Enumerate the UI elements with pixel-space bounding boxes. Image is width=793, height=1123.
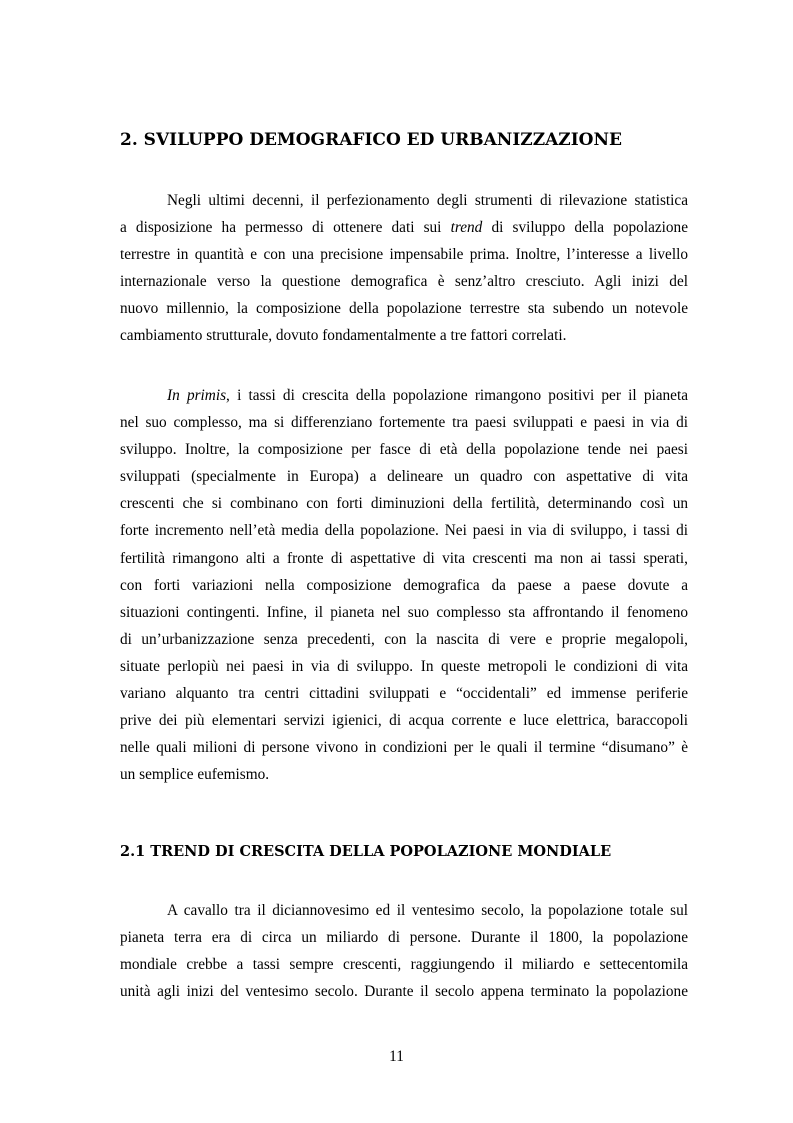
paragraph-line: terrestre in quantità e con una precisione impensabile prima. Inoltre, l’interesse a livello: [120, 246, 688, 264]
paragraph-population-trend: [120, 897, 688, 1005]
paragraph-line: Negli ultimi decenni, il perfezionamento degli strumenti di rilevazione statistica: [167, 192, 688, 209]
paragraph-line: variano alquanto tra centri cittadini sviluppati e “occidentali” ed immense periferie: [120, 685, 688, 703]
paragraph-line: con forti variazioni nella composizione demografica da paese a paese dovute a: [120, 576, 688, 594]
chapter-heading: 2. SVILUPPO DEMOGRAFICO ED URBANIZZAZIONE: [120, 130, 622, 150]
paragraph-line: A cavallo tra il diciannovesimo ed il ventesimo secolo, la popolazione totale sul: [167, 902, 688, 919]
paragraph-intro: [120, 187, 688, 350]
paragraph-line: pianeta terra era di circa un miliardo di persone. Durante il 1800, la popolazione: [120, 929, 688, 947]
paragraph-line: nuovo millennio, la composizione della popolazione terrestre sta subendo un notevole: [120, 300, 688, 318]
paragraph-line: mondiale crebbe a tassi sempre crescenti, raggiungendo il miliardo e settecentomila: [120, 956, 688, 974]
paragraph-line: di un’urbanizzazione senza precedenti, con la nascita di vere e proprie megalopoli,: [120, 630, 688, 648]
paragraph-line: [120, 214, 688, 241]
paragraph-line: cambiamento strutturale, dovuto fondamentalmente a tre fattori correlati.: [120, 327, 567, 345]
paragraph-line: situate perlopiù nei paesi in via di sviluppo. In queste metropoli le condizioni di vita: [120, 657, 688, 675]
text-run: a disposizione ha permesso di ottenere dati sui: [120, 219, 442, 237]
paragraph-line: [120, 382, 688, 409]
paragraph-line: forte incremento nell’età media della popolazione. Nei paesi in via di sviluppo, i tassi di: [120, 522, 688, 540]
text-run: , i tassi di crescita della popolazione rimangono positivi per il pianeta: [226, 387, 688, 404]
text-run: di sviluppo della popolazione: [491, 219, 688, 237]
paragraph-line: nel suo complesso, ma si differenziano fortemente tra paesi sviluppati e paesi in via di: [120, 414, 688, 432]
paragraph-line: crescenti che si combinano con forti diminuzioni della fertilità, determinando così un: [120, 495, 688, 513]
paragraph-line: sviluppati (specialmente in Europa) a delineare un quadro con aspettative di vita: [120, 468, 688, 486]
paragraph-factors: [120, 382, 688, 788]
paragraph-line: sviluppo. Inoltre, la composizione per fasce di età della popolazione tende nei paesi: [120, 441, 688, 459]
paragraph-line: un semplice eufemismo.: [120, 766, 270, 784]
paragraph-line: nelle quali milioni di persone vivono in condizioni per le quali il termine “disumano” è: [120, 739, 688, 757]
italic-term: In primis: [167, 387, 227, 404]
paragraph-line: prive dei più elementari servizi igienici, di acqua corrente e luce elettrica, baraccopoli: [120, 712, 688, 730]
paragraph-line: fertilità rimangono alti a fronte di aspettative di vita crescenti ma non ai tassi sperati,: [120, 549, 688, 567]
page-number: 11: [389, 1048, 404, 1065]
italic-term: trend: [450, 219, 483, 237]
section-heading: 2.1 TREND DI CRESCITA DELLA POPOLAZIONE MONDIALE: [120, 843, 612, 860]
paragraph-line: internazionale verso la questione demografica è senz’altro cresciuto. Agli inizi del: [120, 273, 688, 291]
paragraph-line: unità agli inizi del ventesimo secolo. Durante il secolo appena terminato la popolazione: [120, 983, 688, 1001]
paragraph-line: situazioni contingenti. Infine, il pianeta nel suo complesso sta affrontando il fenomeno: [120, 603, 688, 621]
